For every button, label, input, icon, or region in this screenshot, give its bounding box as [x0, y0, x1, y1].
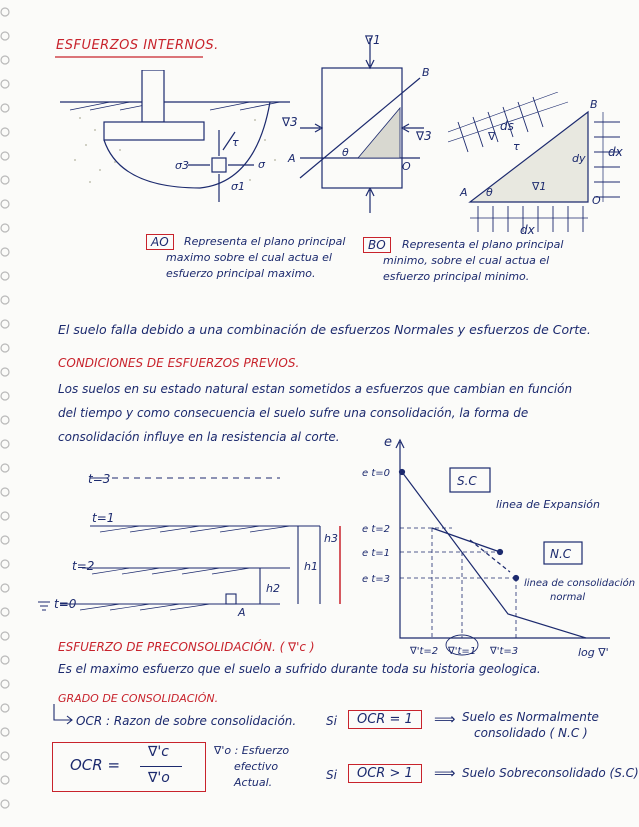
element-theta-label: θ — [342, 146, 349, 159]
element-sigma3-right-label: ∇3 — [416, 129, 432, 143]
curve-x-axis-label: log ∇' — [578, 646, 609, 659]
ocr-formula-bar — [140, 766, 182, 767]
element-o-label: O — [402, 160, 411, 173]
case2-prefix: Si — [326, 768, 337, 782]
paragraph-line-2: del tiempo y como consecuencia el suelo sufre una consolidación, la forma de — [58, 406, 529, 420]
curve-x-label-t2: ∇'t=2 — [410, 646, 439, 657]
case1-result-2: consolidado ( N.C ) — [474, 726, 588, 740]
strata-t2-label: t=2 — [72, 559, 95, 573]
case1-condition: OCR = 1 — [348, 710, 422, 729]
formula-note-1: ∇'o : Esfuerzo — [214, 744, 290, 757]
ao-box: AO — [146, 234, 174, 250]
curve-consolidation-label-1: linea de consolidación — [524, 578, 635, 589]
section-heading-degree: GRADO DE CONSOLIDACIÓN. — [58, 692, 219, 705]
ao-line-3: esfuerzo principal maximo. — [166, 267, 316, 280]
curve-expansion-label: linea de Expansión — [496, 498, 600, 511]
wedge-ds-label: ds — [500, 119, 514, 133]
section-heading-conditions: CONDICIONES DE ESFUERZOS PREVIOS. — [58, 356, 300, 370]
curve-sc-label: S.C — [457, 474, 477, 488]
strata-h3-label: h3 — [324, 532, 338, 545]
page-title: ESFUERZOS INTERNOS. — [56, 38, 219, 53]
ocr-formula-lhs: OCR = — [70, 756, 121, 774]
curve-e-axis-label: e — [384, 435, 392, 450]
paragraph-line-1: Los suelos en su estado natural estan sometidos a esfuerzos que cambian en función — [58, 382, 573, 396]
ocr-formula-numerator: ∇'c — [148, 744, 169, 760]
wedge-dx-bottom-label: dx — [520, 223, 535, 237]
case1-result-1: Suelo es Normalmente — [462, 710, 599, 724]
bo-line-2: minimo, sobre el cual actua el — [383, 254, 550, 267]
wedge-b-label: B — [590, 98, 598, 111]
curve-consolidation-label-2: normal — [550, 592, 586, 603]
strata-t1-label: t=1 — [92, 511, 115, 525]
wedge-sigma-label: ∇ — [488, 130, 496, 143]
ocr-definition: OCR : Razon de sobre consolidación. — [76, 714, 297, 728]
curve-e1-label: e t=1 — [362, 548, 390, 559]
section-heading-preconsolidation: ESFUERZO DE PRECONSOLIDACIÓN. ( ∇'c ) — [58, 640, 315, 654]
footing-diagram — [60, 70, 300, 215]
wedge-sigma1-label: ∇1 — [532, 180, 547, 193]
curve-e2-label: e t=2 — [362, 524, 390, 535]
ocr-formula-denominator: ∇'o — [148, 770, 170, 786]
failure-statement: El suelo falla debido a una combinación de esfuerzos Normales y esfuerzos de Corte. — [58, 322, 591, 337]
wedge-diagram — [448, 92, 628, 242]
wedge-tau-label: τ — [513, 140, 520, 153]
ao-line-2: maximo sobre el cual actua el — [166, 251, 332, 264]
curve-x-label-t1: ∇'t=1 — [448, 646, 477, 657]
element-a-label: A — [288, 152, 296, 165]
strata-a-label: A — [238, 606, 246, 619]
consolidation-curve — [340, 432, 635, 662]
preconsolidation-definition: Es el maximo esfuerzo que el suelo a sufrido durante toda su historia geologica. — [58, 662, 541, 676]
element-b-label: B — [422, 66, 430, 79]
curve-nc-label: N.C — [550, 547, 572, 561]
case2-result: Suelo Sobreconsolidado (S.C) — [462, 766, 639, 780]
wedge-a-label: A — [460, 186, 468, 199]
strata-h1-label: h1 — [304, 560, 318, 573]
title-underline — [55, 54, 205, 60]
wedge-dy-label: dy — [572, 152, 586, 165]
strata-h2-label: h2 — [266, 582, 280, 595]
footing-tau-label: τ — [232, 136, 239, 149]
footing-sigma1-label: σ1 — [231, 180, 245, 193]
wedge-theta-label: θ — [486, 186, 493, 199]
formula-note-2: efectivo — [234, 760, 279, 773]
wedge-dx-right-label: dx — [608, 145, 623, 159]
formula-note-3: Actual. — [234, 776, 273, 789]
bo-line-3: esfuerzo principal minimo. — [383, 270, 530, 283]
element-diagram — [270, 28, 450, 228]
curve-e3-label: e t=3 — [362, 574, 390, 585]
binder-holes — [0, 0, 14, 827]
strata-t0-label: t=0 — [54, 597, 77, 611]
footing-sigma3-label: σ3 — [175, 159, 189, 172]
ocr-arrow — [48, 704, 78, 730]
paragraph-line-3: consolidación influye en la resistencia al corte. — [58, 430, 340, 444]
bo-line-1: Representa el plano principal — [402, 238, 564, 251]
strata-t3-label: t=3 — [88, 472, 111, 486]
strata-diagram — [30, 456, 350, 626]
curve-e0-label: e t=0 — [362, 468, 390, 479]
case1-arrow: ⟹ — [434, 710, 456, 728]
curve-x-label-t3: ∇'t=3 — [490, 646, 519, 657]
footing-sigma-label: σ — [258, 158, 265, 171]
case1-prefix: Si — [326, 714, 337, 728]
ao-line-1: Representa el plano principal — [184, 235, 346, 248]
element-sigma3-left-label: ∇3 — [282, 115, 298, 129]
bo-box: BO — [363, 237, 391, 253]
case2-arrow: ⟹ — [434, 764, 456, 782]
element-sigma1-label: ∇1 — [365, 33, 381, 47]
case2-condition: OCR > 1 — [348, 764, 422, 783]
wedge-o-label: O — [592, 194, 601, 207]
